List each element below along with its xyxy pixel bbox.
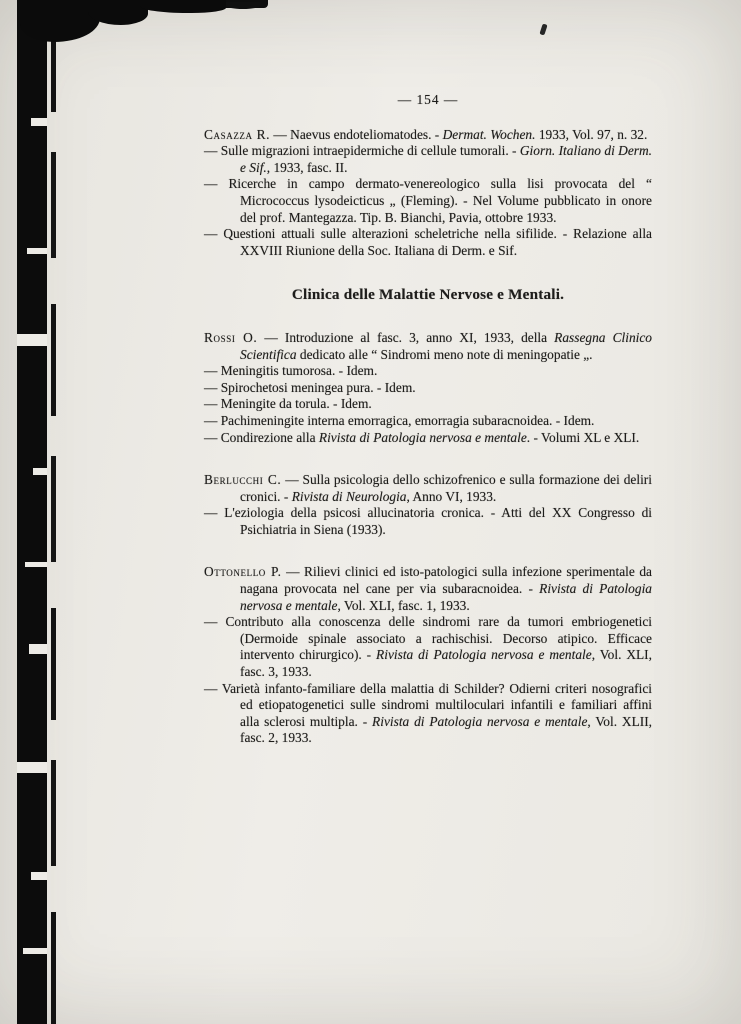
scan-edge-artifact-left — [17, 0, 47, 1024]
entry-text: — Introduzione al fasc. 3, anno XI, 1933, della — [257, 329, 555, 345]
entry-text: — L'eziologia della psicosi allucinatoria cronica. - Atti del XX Congresso di Psichiatria in Siena (1933). — [204, 505, 652, 537]
scan-edge-gap — [17, 334, 47, 346]
journal-title: Giorn. Italiano di Derm. e Sif. — [240, 143, 653, 175]
scan-edge-gap — [27, 248, 47, 254]
entry-text: , 1933, fasc. II. — [266, 159, 348, 175]
entry-text: — Meningite da torula. - Idem. — [204, 396, 372, 412]
bibliography-entry — [204, 472, 652, 505]
author-name: Berlucchi C. — [204, 472, 282, 488]
bibliography-entry — [204, 681, 652, 747]
journal-title: Rivista di Patologia nervosa e mentale — [318, 429, 527, 445]
entry-text: , Vol. XLI, fasc. 1, 1933. — [337, 597, 470, 613]
scan-edge-gap — [17, 762, 47, 773]
bibliography-entry — [204, 176, 652, 226]
journal-title: Rassegna Clinico Scientifica — [240, 329, 652, 362]
bibliography-entry — [204, 127, 652, 144]
bibliography-entry — [204, 430, 652, 447]
section-heading: Clinica delle Malattie Nervose e Mentali. — [291, 286, 565, 304]
journal-title: Dermat. Wochen. — [442, 126, 536, 142]
entry-text: — Spirochetosi meningea pura. - Idem. — [204, 379, 416, 395]
scan-edge-gap — [31, 872, 47, 880]
journal-title: Rivista di Patologia nervosa e mentale — [376, 647, 592, 663]
entry-text: — Sulla psicologia dello schizofrenico e sulla formazione dei deliri cronici. - — [240, 472, 652, 504]
scan-edge-gap — [23, 948, 47, 954]
bibliography-section-berlucchi — [204, 472, 652, 538]
scan-edge-gap — [31, 118, 47, 126]
bibliography-entry — [204, 413, 652, 430]
scan-edge-gap — [25, 562, 47, 567]
entry-text: — Meningitis tumorosa. - Idem. — [204, 363, 378, 379]
bibliography-entry — [204, 226, 652, 259]
bibliography-entry — [204, 380, 652, 397]
entry-text: , Vol. XLI, fasc. 3, 1933. — [240, 647, 652, 680]
journal-title: Rivista di Neurologia — [291, 488, 407, 504]
scan-edge-gap — [33, 468, 47, 475]
entry-text: — Ricerche in campo dermato-venereologico sulla lisi provocata del “ Micrococcus lysodeicticus „ (Fleming). - Nel Volume pubblicato in onore del prof. Mantegazza. Tip. B. Bianchi, Pavia, ottobre 1933. — [204, 176, 652, 225]
entry-text: — Rilievi clinici ed isto-patologici sulla infezione sperimentale da nagana provocata nel cane per via subaracnoidea. - — [240, 564, 652, 597]
entry-text: — Sulle migrazioni intraepidermiche di cellule tumorali. - — [204, 143, 520, 159]
bibliography-section-ottonello — [204, 564, 652, 747]
scan-edge-gap — [29, 644, 47, 654]
entry-text: , Anno VI, 1933. — [406, 488, 497, 504]
entry-text: 1933, Vol. 97, n. 32. — [535, 126, 648, 142]
bibliography-entry — [204, 564, 652, 614]
entry-text: — Contributo alla conoscenza delle sindromi rare da tumori embriogenetici (Dermoide spinale associato a rachischisi. Decorso atipico. Efficace intervento chirurgico). - — [204, 614, 652, 663]
entry-text: — Questioni attuali sulle alterazioni scheletriche nella sifilide. - Relazione alla XXVIII Riunione della Soc. Italiana di Derm. e Sif. — [204, 226, 652, 258]
bibliography-entry — [204, 363, 652, 380]
entry-text: — Condirezione alla — [204, 429, 319, 445]
bibliography-entry — [204, 396, 652, 413]
page-number: — 154 — — [397, 92, 459, 107]
entry-text: — Pachimeningite interna emorragica, emorragia subaracnoidea. - Idem. — [204, 412, 595, 428]
journal-title: Rivista di Patologia nervosa e mentale — [240, 581, 652, 613]
entry-text: , Vol. XLII, fasc. 2, 1933. — [240, 713, 653, 746]
bibliography-entry — [204, 614, 652, 680]
bibliography-entry — [204, 143, 652, 176]
bibliography-section-casazza — [204, 127, 652, 260]
entry-text: — Naevus endoteliomatodes. - — [270, 126, 443, 142]
bibliography-section-rossi — [204, 330, 652, 446]
page-content — [204, 0, 652, 762]
scan-edge-artifact-thin — [51, 0, 56, 1024]
entry-text: — Varietà infanto-familiare della malattia di Schilder? Odierni criteri nosografici ed etiopatogenetici sulle sindromi multiloculari infantili e familiari affini alla sclerosi multipla. - — [204, 680, 652, 729]
author-name: Ottonello P. — [204, 564, 282, 580]
bibliography-entry — [204, 505, 652, 538]
author-name: Rossi O. — [204, 329, 258, 345]
entry-text: dedicato alle “ Sindromi meno note di meningopatie „. — [296, 346, 593, 362]
journal-title: Rivista di Patologia nervosa e mentale — [372, 713, 588, 729]
entry-text: . - Volumi XL e XLI. — [526, 429, 640, 445]
author-name: Casazza R. — [204, 126, 271, 142]
bibliography-entry — [204, 330, 652, 363]
